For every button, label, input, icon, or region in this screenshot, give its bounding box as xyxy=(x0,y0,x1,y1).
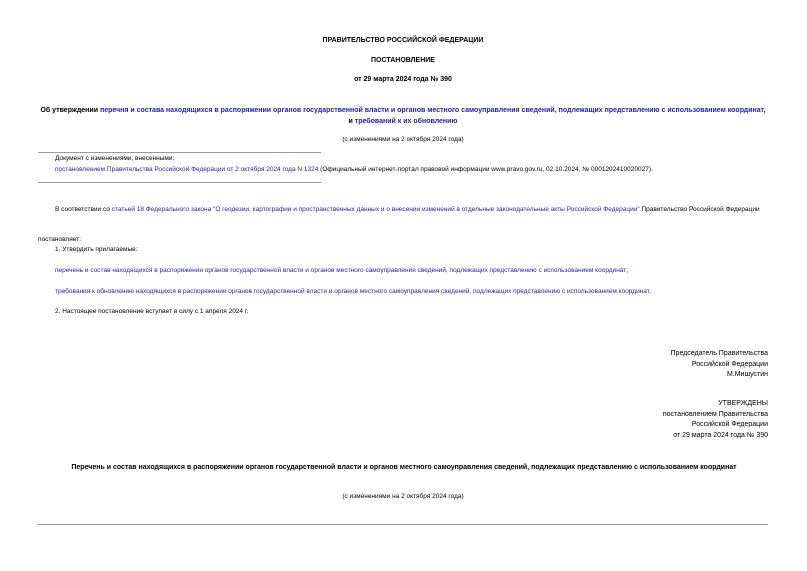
divider-bottom xyxy=(38,182,321,183)
change-doc-line xyxy=(55,166,775,173)
change-doc-link[interactable]: постановлением Правительства Российской Федерации от 2 октября 2024 года N 1324 xyxy=(55,166,319,173)
approved-requirements-link[interactable]: требования к обновлению находящихся в распоряжении органов государственной власти и органов местного самоуправления сведений, подлежащих представлению с использованием координат xyxy=(55,288,650,295)
decides-text: постановляет: xyxy=(38,236,81,243)
item-1: 1. Утвердить прилагаемые: xyxy=(55,246,138,253)
change-doc-label: Документ с изменениями, внесенными: xyxy=(55,155,175,162)
approved-list-item xyxy=(55,267,768,274)
annex-divider xyxy=(38,524,768,525)
change-doc-source: (Официальный интернет-портал правовой информации www.pravo.gov.ru, 02.10.2024, № 0001202410020027). xyxy=(318,166,653,173)
title-prefix: Об утверждении xyxy=(40,107,100,114)
annex-amended-note: (с изменениями на 2 октября 2024 года) xyxy=(342,493,464,500)
doc-type: ПОСТАНОВЛЕНИЕ xyxy=(371,57,435,64)
title-link-list[interactable]: перечня и состава находящихся в распоряжении органов государственной власти и органов местного самоуправления сведений, подлежащих представлению с использованием координат xyxy=(99,107,764,114)
signature-country: Российской Федерации xyxy=(691,360,768,368)
intro-prefix: В соответствии со xyxy=(55,206,112,213)
signature-name: М.Мишустин xyxy=(726,371,768,378)
divider-top xyxy=(38,152,321,153)
amended-note: (с изменениями на 2 октября 2024 года) xyxy=(342,136,464,143)
approved-list-end: ; xyxy=(626,267,629,274)
signature-position: Председатель Правительства xyxy=(670,350,768,357)
approved-requirements-item xyxy=(55,288,768,295)
approved-requirements-end: . xyxy=(649,288,651,295)
approval-date: от 29 марта 2024 года № 390 xyxy=(673,431,768,439)
intro-paragraph xyxy=(38,205,768,215)
item-2: 2. Настоящее постановление вступает в силу с 1 апреля 2024 г. xyxy=(55,308,249,315)
approval-country: Российской Федерации xyxy=(691,421,768,428)
intro-suffix: Правительство Российской Федерации xyxy=(639,206,760,213)
signature-block xyxy=(671,349,768,381)
approval-title: УТВЕРЖДЕНЫ xyxy=(718,400,768,407)
intro-law-link[interactable]: статьей 18 Федерального закона "О геодезии, картографии и пространственных данных и о внесении изменений в отдельные законодательные акты Российской Федерации" xyxy=(111,206,640,213)
title-middle: , и xyxy=(348,107,766,125)
annex-title: Перечень и состав находящихся в распоряжении органов государственной власти и органов местного самоуправления сведений, подлежащих представлению с использованием координат xyxy=(71,464,737,471)
doc-title xyxy=(38,106,768,127)
org-name: ПРАВИТЕЛЬСТВО РОССИЙСКОЙ ФЕДЕРАЦИИ xyxy=(322,37,484,44)
approved-list-link[interactable]: перечень и состав находящихся в распоряжении органов государственной власти и органов местного самоуправления сведений, подлежащих представлению с использованием координат xyxy=(55,267,627,274)
title-link-requirements[interactable]: требований к их обновлению xyxy=(354,117,458,125)
approval-by: постановлением Правительства xyxy=(662,410,768,418)
doc-date-number: от 29 марта 2024 года № 390 xyxy=(354,76,452,83)
approval-block xyxy=(663,399,768,441)
